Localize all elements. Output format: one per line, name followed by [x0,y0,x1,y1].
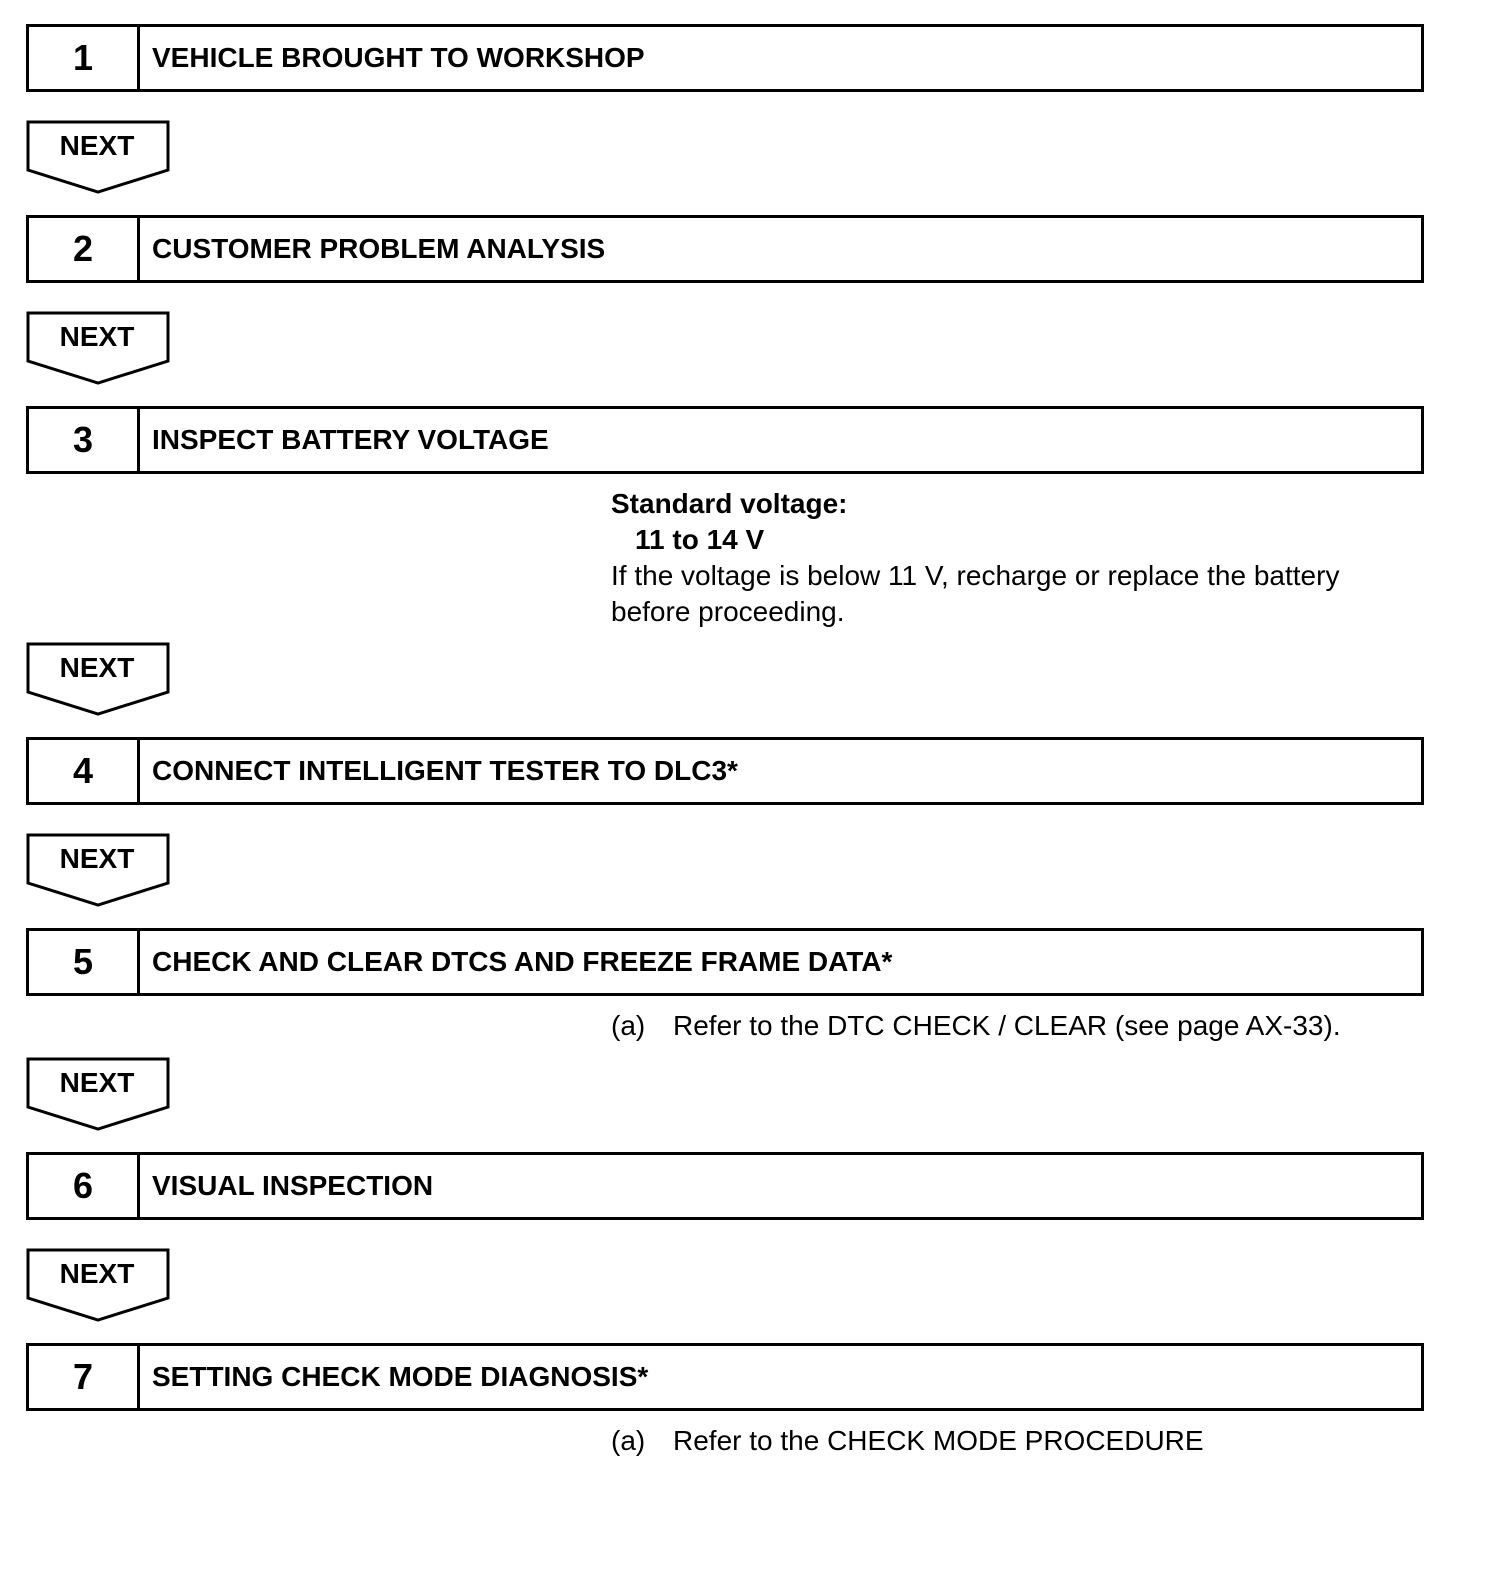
next-arrow-3 [26,642,172,718]
step-number: 7 [29,1346,140,1408]
next-label: NEXT [59,321,135,352]
step-5-substep [611,1010,1341,1042]
next-arrow-6 [26,1248,172,1324]
step-number: 1 [29,27,140,89]
voltage-instruction-line-1: If the voltage is below 11 V, recharge or replace the battery [611,560,1340,591]
next-label: NEXT [59,130,135,161]
next-arrow-4 [26,833,172,909]
next-label: NEXT [59,652,135,683]
step-title: CHECK AND CLEAR DTCS AND FREEZE FRAME DATA* [152,946,893,977]
substep-tag: (a) [611,1425,646,1456]
step-title: VEHICLE BROUGHT TO WORKSHOP [152,42,645,73]
step-3-box [26,406,1424,474]
step-1-box [26,24,1424,92]
battery-voltage-note [611,486,1339,630]
step-title: CUSTOMER PROBLEM ANALYSIS [152,233,606,264]
next-arrow-2 [26,311,172,387]
next-arrow-1 [26,120,172,196]
step-title: VISUAL INSPECTION [152,1170,434,1201]
step-6-box [26,1152,1424,1220]
standard-voltage-value: 11 to 14 V [635,524,765,555]
step-title: INSPECT BATTERY VOLTAGE [152,424,549,455]
substep-tag: (a) [611,1010,646,1041]
step-number: 6 [29,1155,140,1217]
next-label: NEXT [59,1067,135,1098]
step-7-substep [611,1425,1204,1457]
step-title: SETTING CHECK MODE DIAGNOSIS* [152,1361,649,1392]
step-number: 5 [29,931,140,993]
step-4-box [26,737,1424,805]
next-label: NEXT [59,1258,135,1289]
substep-text: Refer to the DTC CHECK / CLEAR (see page AX-33). [673,1010,1341,1041]
step-number: 4 [29,740,140,802]
standard-voltage-heading: Standard voltage: [611,488,848,519]
voltage-instruction-line-2: before proceeding. [611,596,845,627]
step-2-box [26,215,1424,283]
next-label: NEXT [59,843,135,874]
step-5-box [26,928,1424,996]
step-number: 3 [29,409,140,471]
next-arrow-5 [26,1057,172,1133]
step-number: 2 [29,218,140,280]
step-7-box [26,1343,1424,1411]
step-title: CONNECT INTELLIGENT TESTER TO DLC3* [152,755,738,786]
substep-text: Refer to the CHECK MODE PROCEDURE [673,1425,1204,1456]
